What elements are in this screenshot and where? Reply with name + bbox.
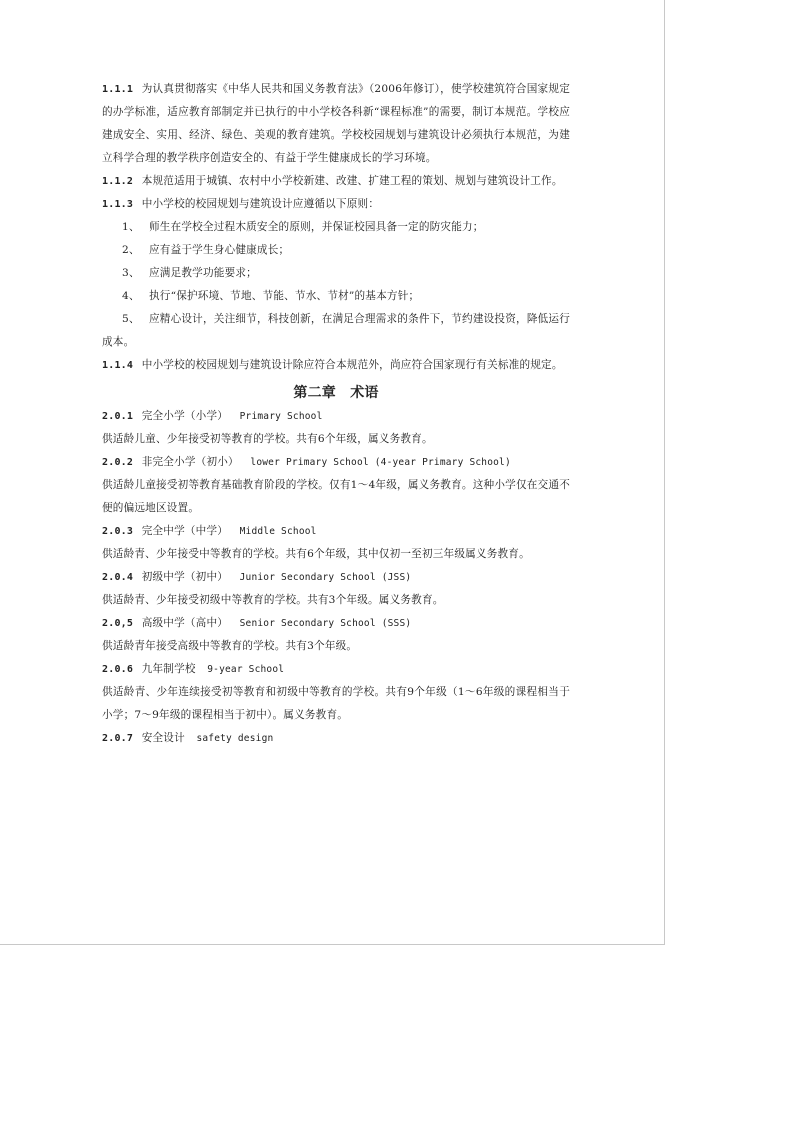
term-definition: 供适龄青、少年接受中等教育的学校。共有6个年级，其中仅初一至初三年级属义务教育。 [102, 548, 530, 560]
term-chinese: 高级中学（高中） [141, 617, 229, 629]
term-definition: 供适龄青、少年接受初级中等教育的学校。共有3个年级。属义务教育。 [102, 594, 444, 606]
term-heading [102, 727, 570, 750]
term-heading [102, 658, 570, 681]
principle-text: 执行“保护环境、节地、节能、节水、节材”的基本方针； [149, 290, 420, 302]
term-definition: 供适龄青、少年连续接受初等教育和初级中等教育的学校。共有9个年级（1～6年级的课程相当于小学；7～9年级的课程相当于初中）。属义务教育。 [102, 686, 570, 721]
principle-text: 师生在学校全过程木质安全的原则，并保证校园具备一定的防灾能力； [149, 221, 484, 233]
principle-number: 2、 [122, 244, 140, 256]
term-english: lower Primary School (4-year Primary School) [250, 457, 511, 468]
clause-1-1-1 [102, 78, 570, 170]
principle-item [102, 216, 570, 239]
clause-1-1-2 [102, 170, 570, 193]
principle-number: 3、 [122, 267, 140, 279]
principle-number: 5、 [122, 313, 140, 325]
term-number: 2.0.6 [102, 664, 134, 675]
term-number: 2.0.4 [102, 572, 134, 583]
principle-text: 应满足教学功能要求； [149, 267, 257, 279]
clause-number: 1.1.1 [102, 84, 134, 95]
term-english: Middle School [239, 526, 317, 537]
term-english: Primary School [239, 411, 323, 422]
principle-number: 1、 [122, 221, 140, 233]
term-number: 2.0,5 [102, 618, 134, 629]
term-heading [102, 612, 570, 635]
term-definition: 供适龄儿童、少年接受初等教育的学校。共有6个年级，属义务教育。 [102, 433, 433, 445]
term-chinese: 安全设计 [141, 732, 185, 744]
term-number: 2.0.7 [102, 733, 134, 744]
principle-item [102, 262, 570, 285]
principle-item [102, 308, 570, 354]
term-definition: 供适龄儿童接受初等教育基础教育阶段的学校。仅有1～4年级，属义务教育。这种小学仅在交通不便的偏远地区设置。 [102, 479, 570, 514]
term-heading [102, 566, 570, 589]
term-number: 2.0.2 [102, 457, 134, 468]
clause-1-1-4 [102, 354, 570, 377]
term-english: Junior Secondary School (JSS) [239, 572, 412, 583]
term-definition: 供适龄青年接受高级中等教育的学校。共有3个年级。 [102, 640, 358, 652]
clause-text: 本规范适用于城镇、农村中小学校新建、改建、扩建工程的策划、规划与建筑设计工作。 [141, 175, 563, 187]
principle-number: 4、 [122, 290, 140, 302]
clause-text: 中小学校的校园规划与建筑设计除应符合本规范外，尚应符合国家现行有关标准的规定。 [141, 359, 563, 371]
page-body [102, 78, 570, 750]
term-english: 9-year School [207, 664, 285, 675]
term-chinese: 初级中学（初中） [141, 571, 229, 583]
clause-number: 1.1.2 [102, 176, 134, 187]
term-number: 2.0.3 [102, 526, 134, 537]
term-english: Senior Secondary School (SSS) [239, 618, 412, 629]
principle-text: 应精心设计，关注细节，科技创新，在满足合理需求的条件下，节约建设投资，降低运行成本。 [102, 313, 570, 348]
term-heading [102, 451, 570, 474]
principle-text: 应有益于学生身心健康成长； [149, 244, 290, 256]
term-heading [102, 405, 570, 428]
clause-number: 1.1.3 [102, 199, 134, 210]
term-chinese: 非完全小学（初小） [141, 456, 239, 468]
term-heading [102, 520, 570, 543]
term-number: 2.0.1 [102, 411, 134, 422]
term-chinese: 完全中学（中学） [141, 525, 229, 537]
term-chinese: 完全小学（小学） [141, 410, 229, 422]
chapter-title: 第二章 术语 [293, 385, 379, 401]
term-english: safety design [196, 733, 274, 744]
clause-number: 1.1.4 [102, 360, 134, 371]
clause-text: 中小学校的校园规划与建筑设计应遵循以下原则： [141, 198, 380, 210]
clause-text: 为认真贯彻落实《中华人民共和国义务教育法》（2006年修订），使学校建筑符合国家规定的办学标准，适应教育部制定并已执行的中小学校各科新“课程标准”的需要，制订本规范。学校应建成安全、实用、经济、绿色、美观的教育建筑。学校校园规划与建筑设计必须执行本规范，为建立科学合理的教学秩序创造安全的、有益于学生健康成长的学习环境。 [102, 83, 570, 164]
principle-item [102, 239, 570, 262]
term-chinese: 九年制学校 [141, 663, 196, 675]
clause-1-1-3 [102, 193, 570, 216]
principle-item [102, 285, 570, 308]
